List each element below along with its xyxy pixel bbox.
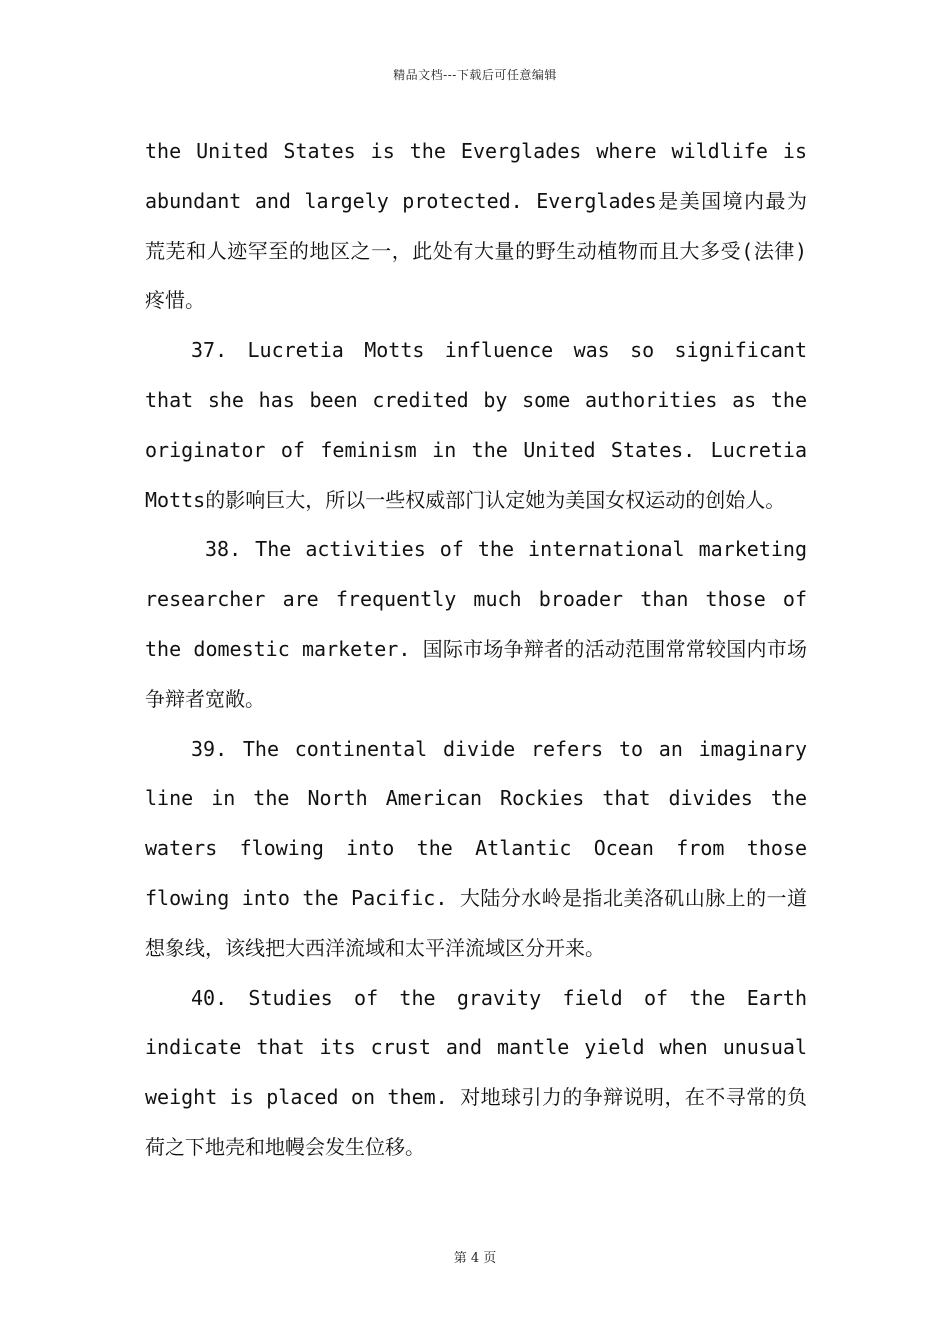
page-header: 精品文档---下载后可任意编辑 — [393, 68, 557, 82]
document-body — [145, 127, 807, 1173]
paragraph-continuation: the United States is the Everglades where wildlife is abundant and largely protected. Everglades是美国境内最为荒芜和人迹罕至的地区之一，此处有大量的野生动植物而且大多受(法律)疼惜。 — [145, 139, 807, 313]
page-number: 第 4 页 — [453, 1251, 497, 1266]
paragraph-item-40: 40. Studies of the gravity field of the Earth indicate that its crust and mantle yield when unusual weight is placed on them. 对地球引力的争辩说明，在不寻常的负荷之下地壳和地幔会发生位移。 — [145, 985, 807, 1159]
paragraph-item-39: 39. The continental divide refers to an imaginary line in the North American Rockies that divides the waters flowing into the Atlantic Ocean from those flowing into the Pacific. 大陆分水岭是指北美洛矶山脉上的一道想象线，该线把大西洋流域和太平洋流域区分开来。 — [145, 736, 807, 960]
paragraph-item-37: 37. Lucretia Motts influence was so significant that she has been credited by some authorities as the originator of feminism in the United States. Lucretia Motts的影响巨大，所以一些权威部门认定她为美国女权运动的创始人。 — [145, 338, 807, 512]
paragraph-item-38: 38. The activities of the international marketing researcher are frequently much broader than those of the domestic marketer. 国际市场争辩者的活动范围常常较国内市场争辩者宽敞。 — [145, 537, 807, 711]
